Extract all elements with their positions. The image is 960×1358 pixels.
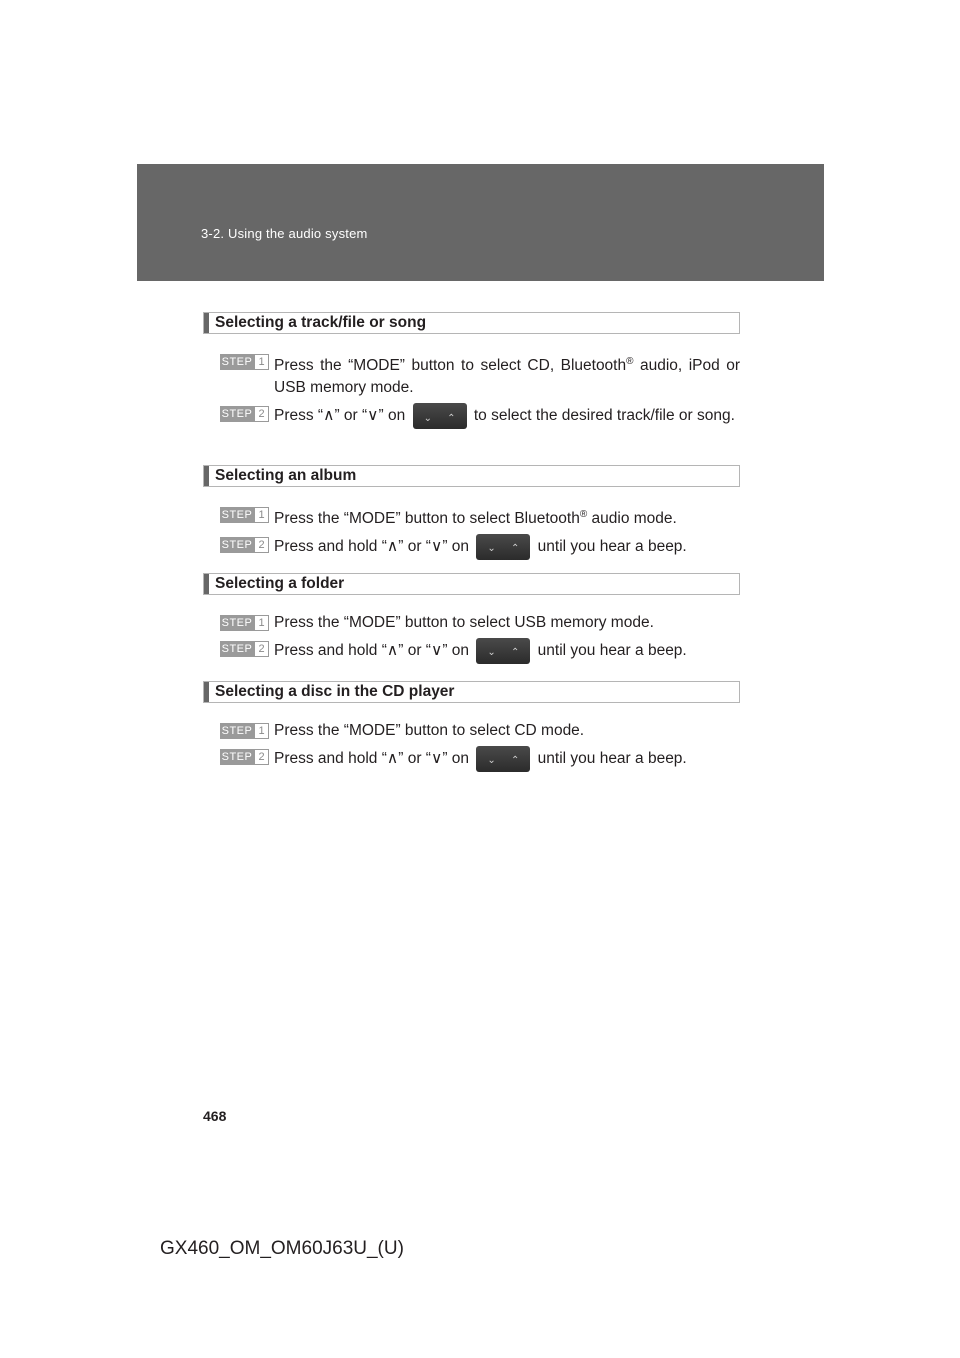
step-word: STEP [221, 725, 253, 737]
step-text-part: Press the “MODE” button to select CD mode. [274, 722, 585, 739]
chevron-down-icon: ⌄ [487, 755, 496, 766]
header-band [137, 164, 824, 281]
section-heading [203, 312, 740, 334]
seek-rocker-button-icon [413, 403, 467, 429]
step-text-part: ” on [442, 538, 470, 556]
step-text-part: audio, iPod or USB memory mode. [274, 357, 740, 397]
section-title: Selecting a track/file or song [215, 314, 427, 331]
step-badge-1 [220, 507, 271, 523]
document-code: GX460_OM_OM60J63U_(U) [160, 1238, 404, 1259]
step-text-part: ” or “ [398, 750, 431, 768]
registered-mark: ® [579, 509, 588, 520]
step-word: STEP [221, 356, 253, 368]
chevron-down-icon: ⌄ [423, 413, 432, 425]
step-text-part: ” on [442, 750, 470, 768]
step-text [274, 746, 740, 772]
step-2 [220, 534, 740, 560]
step-text-part: Press the “MODE” button to select USB memory mode. [274, 614, 654, 631]
chevron-up-icon: ⌃ [510, 543, 520, 555]
step-1 [220, 504, 740, 530]
step-text-part: Press the “MODE” button to select CD, Bluetooth [274, 357, 627, 375]
step-text-part: Press the “MODE” button to select Bluetooth [274, 510, 580, 528]
step-text [274, 504, 740, 530]
step-number: 1 [254, 507, 269, 523]
step-2 [220, 638, 740, 664]
up-chevron-glyph: ∧ [323, 407, 335, 425]
step-text-part: ” or “ [334, 407, 368, 425]
step-badge-2 [220, 749, 271, 765]
chevron-down-icon: ⌄ [487, 543, 496, 555]
step-text-part: to select the desired track/file or song. [473, 407, 735, 425]
chevron-down-icon: ⌄ [487, 647, 496, 658]
step-number: 2 [254, 749, 269, 765]
step-text [274, 351, 740, 399]
section-title: Selecting a disc in the CD player [215, 683, 455, 700]
step-text [274, 534, 740, 560]
step-text [274, 403, 740, 429]
section-disc [203, 681, 740, 772]
down-chevron-glyph: ∨ [430, 642, 443, 660]
section-track [203, 312, 740, 429]
chevron-up-icon: ⌃ [447, 413, 456, 425]
step-word: STEP [221, 617, 253, 629]
down-chevron-glyph: ∨ [367, 407, 379, 425]
step-text-part: ” on [378, 407, 406, 425]
step-badge-1 [220, 354, 271, 370]
section-heading [203, 465, 740, 487]
step-text-part: ” or “ [398, 538, 431, 556]
step-text-part: audio mode. [587, 510, 677, 528]
chevron-up-icon: ⌃ [510, 647, 520, 658]
step-word: STEP [221, 408, 253, 421]
down-chevron-glyph: ∨ [430, 538, 443, 556]
up-chevron-glyph: ∧ [386, 538, 399, 556]
step-2 [220, 746, 740, 772]
up-chevron-glyph: ∧ [386, 750, 399, 768]
step-word: STEP [221, 509, 253, 521]
page-number: 468 [203, 1108, 227, 1124]
step-text-part: Press and hold “ [274, 642, 387, 660]
step-text-part: until you hear a beep. [537, 642, 687, 660]
section-title: Selecting a folder [215, 575, 345, 592]
step-1 [220, 720, 740, 742]
step-text [274, 612, 740, 634]
section-album [203, 465, 740, 560]
step-text-part: Press “ [274, 407, 324, 425]
step-badge-1 [220, 615, 271, 631]
step-text [274, 720, 740, 742]
step-word: STEP [221, 539, 253, 552]
section-heading [203, 573, 740, 595]
step-text-part: ” or “ [398, 642, 431, 660]
step-text [274, 638, 740, 664]
header-section-title: 3-2. Using the audio system [201, 226, 368, 241]
step-1 [220, 351, 740, 399]
step-word: STEP [221, 751, 253, 763]
step-badge-2 [220, 537, 271, 553]
step-text-part: Press and hold “ [274, 750, 387, 768]
step-2 [220, 403, 740, 429]
step-word: STEP [221, 643, 253, 655]
seek-rocker-button-icon [476, 638, 530, 664]
step-text-part: until you hear a beep. [537, 538, 687, 556]
seek-rocker-button-icon [476, 746, 530, 772]
step-badge-1 [220, 723, 271, 739]
down-chevron-glyph: ∨ [430, 750, 443, 768]
step-number: 2 [254, 641, 269, 657]
step-badge-2 [220, 641, 271, 657]
step-number: 1 [254, 615, 269, 631]
chevron-up-icon: ⌃ [510, 755, 520, 766]
step-text-part: until you hear a beep. [537, 750, 687, 768]
section-heading [203, 681, 740, 703]
up-chevron-glyph: ∧ [386, 642, 399, 660]
step-number: 1 [254, 354, 269, 370]
section-title: Selecting an album [215, 467, 357, 484]
section-folder [203, 573, 740, 664]
step-1 [220, 612, 740, 634]
step-number: 1 [254, 723, 269, 739]
seek-rocker-button-icon [476, 534, 530, 560]
step-number: 2 [254, 406, 269, 422]
step-text-part: Press and hold “ [274, 538, 387, 556]
step-text-part: ” on [442, 642, 470, 660]
registered-mark: ® [626, 356, 634, 367]
step-badge-2 [220, 406, 271, 422]
step-number: 2 [254, 537, 269, 553]
